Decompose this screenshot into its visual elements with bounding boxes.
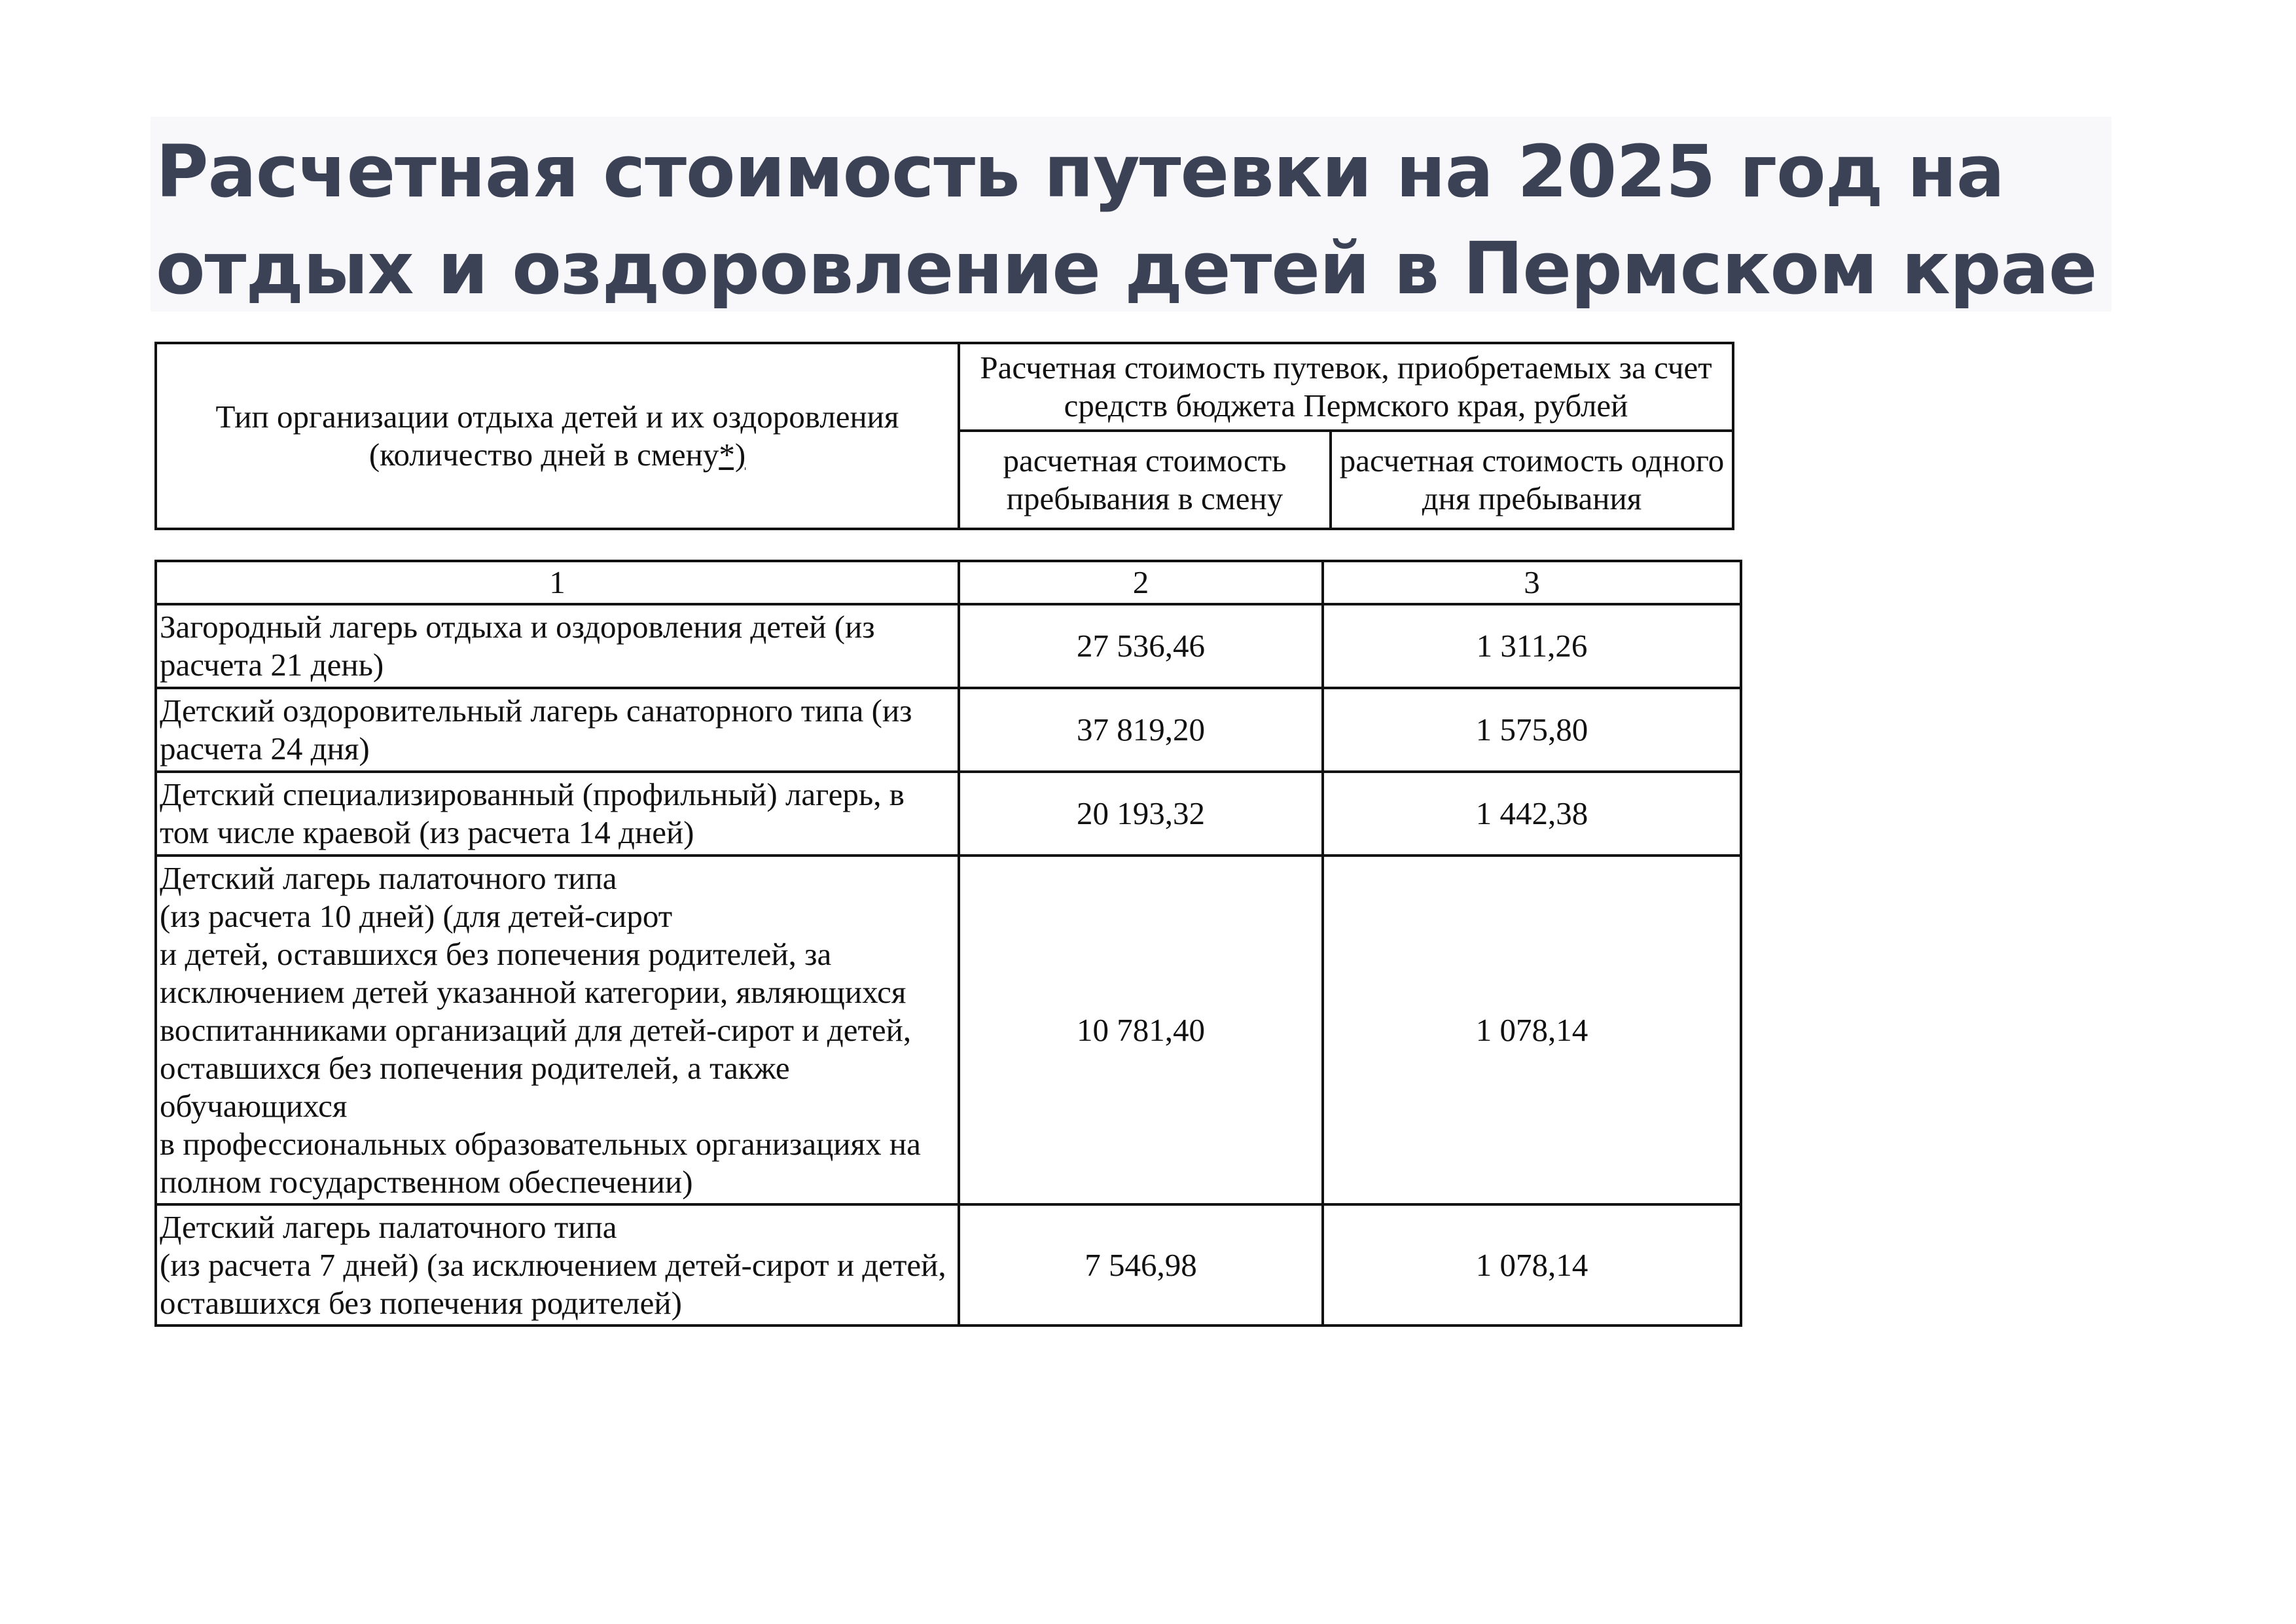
header-type-cell xyxy=(156,343,959,529)
header-type-line1: Тип организации отдыха детей и их оздоровления xyxy=(215,399,899,435)
column-index-2: 2 xyxy=(959,561,1323,604)
table-row xyxy=(156,772,1741,856)
row-per-shift: 20 193,32 xyxy=(959,772,1323,856)
row-per-day: 1 078,14 xyxy=(1323,856,1741,1204)
column-index-1: 1 xyxy=(156,561,959,604)
row-type-name xyxy=(156,604,959,688)
row-per-shift: 10 781,40 xyxy=(959,856,1323,1204)
row-per-day: 1 442,38 xyxy=(1323,772,1741,856)
table-row xyxy=(156,688,1741,772)
row-type-text: Детский оздоровительный лагерь санаторного типа (из расчета 24 дня) xyxy=(160,693,912,767)
row-type-text: (из расчета 7 дней) (за исключением детей-сирот и детей, оставшихся без попечения родителей) xyxy=(160,1246,946,1321)
table-row xyxy=(156,604,1741,688)
row-type-text: и детей, оставшихся без попечения родителей, за исключением детей указанной категории, являющихся воспитанниками организаций для детей-сирот и детей, оставшихся без попечения родителей, а также обучающихся xyxy=(160,935,912,1124)
column-index-3: 3 xyxy=(1323,561,1741,604)
row-type-text: Загородный лагерь отдыха и оздоровления детей (из расчета 21 день) xyxy=(160,609,875,683)
row-per-day: 1 078,14 xyxy=(1323,1204,1741,1326)
footnote-star-link[interactable]: *) xyxy=(719,437,746,473)
header-table xyxy=(154,342,1734,530)
column-index-row xyxy=(156,561,1741,604)
header-per-shift-cell: расчетная стоимость пребывания в смену xyxy=(959,431,1331,529)
row-type-name xyxy=(156,1204,959,1326)
header-group-cell: Расчетная стоимость путевок, приобретаемых за счет средств бюджета Пермского края, рублей xyxy=(959,343,1733,431)
row-type-name xyxy=(156,688,959,772)
row-per-shift: 7 546,98 xyxy=(959,1204,1323,1326)
row-type-text: Детский лагерь палаточного типа xyxy=(160,1208,617,1245)
header-type-line2 xyxy=(161,436,954,474)
row-type-name xyxy=(156,772,959,856)
header-per-day-cell: расчетная стоимость одного дня пребывания xyxy=(1331,431,1733,529)
row-type-name xyxy=(156,856,959,1204)
header-type-days: (количество дней в смену xyxy=(368,437,719,473)
data-table xyxy=(154,560,1742,1327)
row-type-text: в профессиональных образовательных организациях на полном государственном обеспечении) xyxy=(160,1125,921,1200)
row-type-text: Детский лагерь палаточного типа xyxy=(160,859,617,896)
row-per-shift: 37 819,20 xyxy=(959,688,1323,772)
row-type-text: (из расчета 10 дней) (для детей-сирот xyxy=(160,897,673,934)
table-row xyxy=(156,1204,1741,1326)
row-per-day: 1 575,80 xyxy=(1323,688,1741,772)
row-per-day: 1 311,26 xyxy=(1323,604,1741,688)
row-type-text: Детский специализированный (профильный) лагерь, в том числе краевой (из расчета 14 дней) xyxy=(160,776,905,850)
page-title: Расчетная стоимость путевки на 2025 год на отдых и оздоровление детей в Пермском крае xyxy=(156,130,2097,310)
table-row xyxy=(156,856,1741,1204)
row-per-shift: 27 536,46 xyxy=(959,604,1323,688)
